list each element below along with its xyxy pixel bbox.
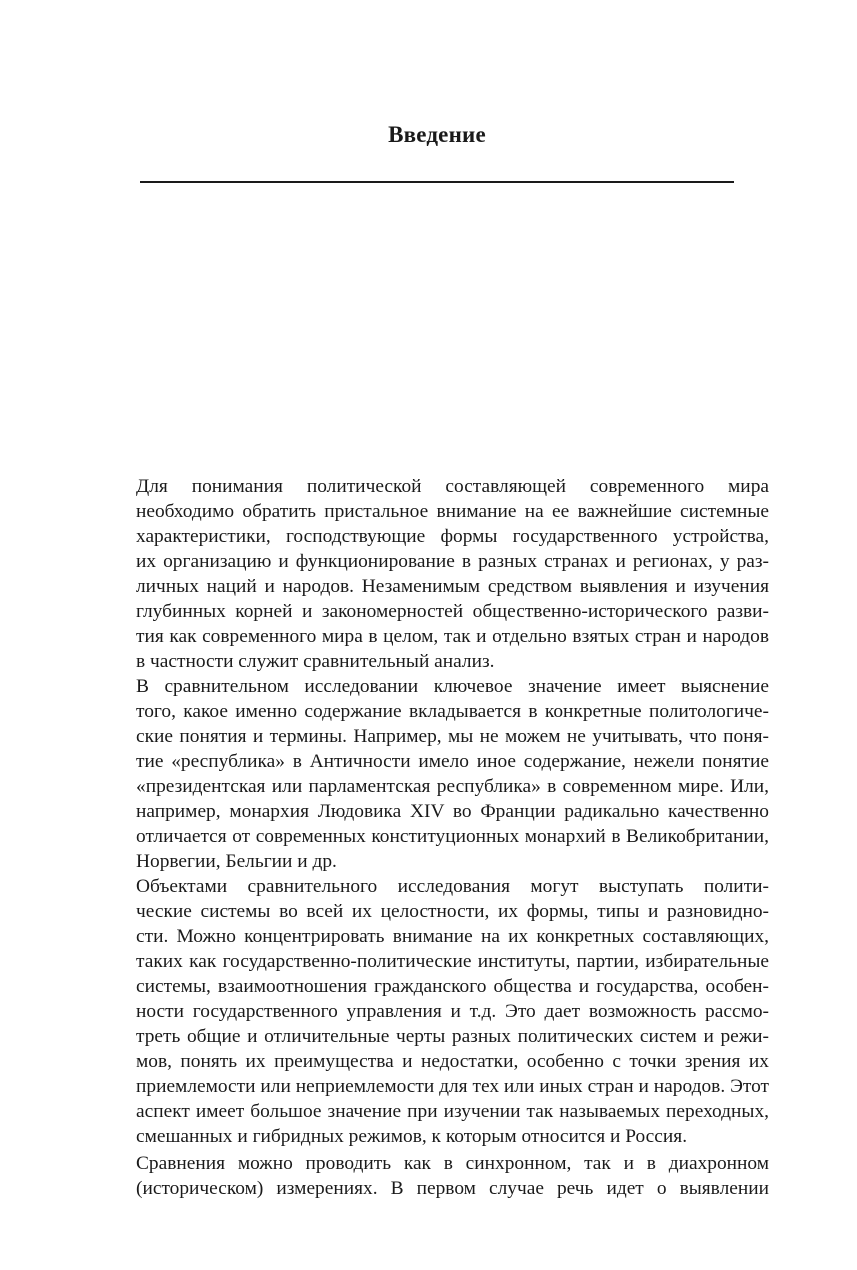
text-line: например, монархия Людовика XIV во Франции радикально качественно: [136, 801, 769, 822]
text-line: сти. Можно концентрировать внимание на их конкретных составляющих,: [136, 926, 769, 947]
text-line: приемлемости или неприемлемости для тех или иных стран и народов. Этот: [136, 1076, 769, 1097]
chapter-title: Введение: [388, 122, 486, 147]
text-line: таких как государственно-политические институты, партии, избирательные: [136, 951, 769, 972]
text-line: Сравнения можно проводить как в синхронном, так и в диахронном: [136, 1153, 769, 1174]
text-line: мов, понять их преимущества и недостатки, особенно с точки зрения их: [136, 1051, 769, 1072]
text-line: необходимо обратить пристальное внимание на ее важнейшие системные: [136, 501, 769, 522]
text-line: Норвегии, Бельгии и др.: [136, 851, 337, 872]
text-line: глубинных корней и закономерностей общественно-исторического разви-: [136, 601, 769, 622]
text-line: тие «республика» в Античности имело иное содержание, нежели понятие: [136, 751, 769, 772]
text-line: в частности служит сравнительный анализ.: [136, 651, 495, 672]
paragraph-4: [106, 1151, 769, 1201]
paragraph-3: [106, 874, 769, 1149]
text-line: Для понимания политической составляющей современного мира: [136, 476, 769, 497]
text-line: «президентская или парламентская республика» в современном мире. Или,: [136, 776, 769, 797]
text-line: характеристики, господствующие формы государственного устройства,: [136, 526, 769, 547]
text-line: треть общие и отличительные черты разных политических систем и режи-: [136, 1026, 769, 1047]
title-divider: [140, 181, 734, 183]
text-line: ческие системы во всей их целостности, их формы, типы и разновидно-: [136, 901, 769, 922]
text-line: аспект имеет большое значение при изучении так называемых переходных,: [136, 1101, 769, 1122]
paragraph-1: [106, 474, 769, 674]
body-text: [106, 474, 769, 1201]
text-line: (историческом) измерениях. В первом случае речь идет о выявлении: [136, 1178, 769, 1199]
text-line: того, какое именно содержание вкладывается в конкретные политологиче-: [136, 701, 769, 722]
text-line: ности государственного управления и т.д. Это дает возможность рассмо-: [136, 1001, 769, 1022]
text-line: их организацию и функционирование в разных странах и регионах, у раз-: [136, 551, 769, 572]
text-line: отличается от современных конституционных монархий в Великобритании,: [136, 826, 769, 847]
text-line: В сравнительном исследовании ключевое значение имеет выяснение: [136, 676, 769, 697]
text-line: системы, взаимоотношения гражданского общества и государства, особен-: [136, 976, 769, 997]
text-line: Объектами сравнительного исследования могут выступать полити-: [136, 876, 769, 897]
text-line: смешанных и гибридных режимов, к которым относится и Россия.: [136, 1126, 688, 1147]
paragraph-2: [106, 674, 769, 874]
text-line: ские понятия и термины. Например, мы не можем не учитывать, что поня-: [136, 726, 769, 747]
text-line: личных наций и народов. Незаменимым средством выявления и изучения: [136, 576, 769, 597]
text-line: тия как современного мира в целом, так и отдельно взятых стран и народов: [136, 626, 769, 647]
